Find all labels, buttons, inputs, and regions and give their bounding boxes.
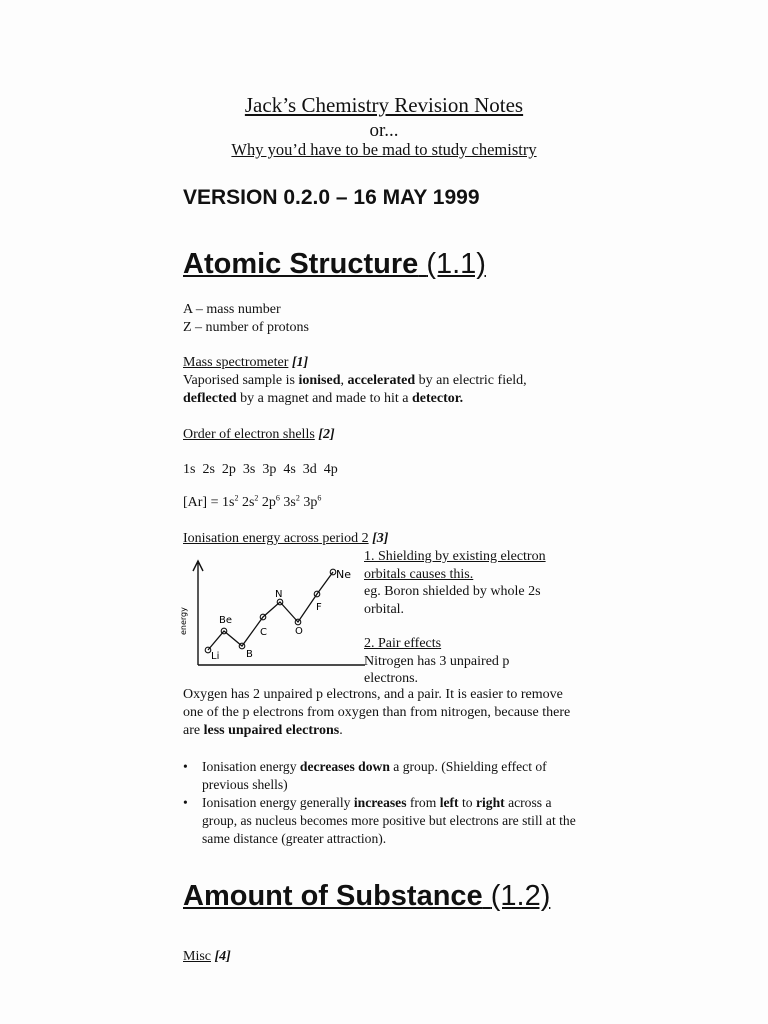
label-n: N <box>275 589 283 600</box>
section-heading-atomic-structure <box>183 248 486 281</box>
text-run: Vaporised sample is <box>183 373 299 388</box>
oxygen-paragraph <box>183 686 585 740</box>
shells-title: Order of electron shells <box>183 427 315 442</box>
doc-title: Jack’s Chemistry Revision Notes <box>244 93 524 117</box>
ionisation-title: Ionisation energy across period 2 <box>183 531 369 546</box>
ionisation-energy-graph <box>180 555 365 670</box>
text-run: 3s <box>279 495 296 510</box>
bullet-glyph: • <box>183 759 188 774</box>
argon-config <box>183 494 603 512</box>
label-li: Li <box>211 651 220 662</box>
superscript: 6 <box>275 493 280 503</box>
ionisation-ref: [3] <box>372 531 389 546</box>
bold-deflected: deflected <box>183 391 237 406</box>
bold-right: right <box>475 795 505 810</box>
version-line: VERSION 0.2.0 – 16 MAY 1999 <box>183 186 480 209</box>
note2-title: 2. Pair effects <box>364 636 442 651</box>
text-run: , <box>340 373 348 388</box>
section-heading-amount-of-substance <box>183 880 550 913</box>
text-run: . <box>339 723 343 738</box>
bullet-item <box>183 758 583 794</box>
superscript: 2 <box>254 493 259 503</box>
shell-order: 1s 2s 2p 3s 3p 4s 3d 4p <box>183 462 338 477</box>
text-run: 2s <box>238 495 255 510</box>
label-ne: Ne <box>336 568 351 581</box>
doc-subtitle: Why you’d have to be mad to study chemistry <box>231 140 537 159</box>
mass-spec-title: Mass spectrometer <box>183 355 289 370</box>
mass-spec-ref: [1] <box>291 355 309 370</box>
bullet-item <box>183 794 583 848</box>
mass-spectrometer-block <box>183 354 613 408</box>
ionisation-title-line <box>183 530 603 548</box>
doc-or: or... <box>369 120 399 141</box>
superscript: 2 <box>234 493 239 503</box>
text-run: 2p <box>258 495 276 510</box>
mass-spec-line2 <box>183 390 613 408</box>
label-o: O <box>295 626 303 637</box>
note-pair-effects <box>364 635 539 688</box>
graph-axis-label: energy <box>179 607 188 635</box>
note2-text: Nitrogen has 3 unpaired p electrons. <box>364 653 510 686</box>
text-run: by a magnet and made to hit a <box>236 391 412 406</box>
bold-ionised: ionised <box>298 373 341 388</box>
text-run: a group. (Shielding effect of previous shells) <box>202 759 547 792</box>
bullet-glyph: • <box>183 795 188 810</box>
superscript: 6 <box>317 493 322 503</box>
section-heading-text: Atomic Structure <box>183 248 419 280</box>
text-run: to <box>458 795 476 810</box>
ionisation-bullets <box>183 758 583 848</box>
superscript: 2 <box>295 493 300 503</box>
label-be: Be <box>219 615 233 626</box>
definitions <box>183 301 603 337</box>
note1-title-line2: orbitals causes this. <box>364 566 474 582</box>
electron-shells-title <box>183 426 603 444</box>
bold-detector: detector. <box>412 391 464 406</box>
note1-title-line1: 1. Shielding by existing electron <box>364 549 546 564</box>
bold-left: left <box>439 795 459 810</box>
misc-title: Misc <box>183 949 211 964</box>
text-run: Ionisation energy <box>202 759 300 774</box>
label-f: F <box>316 602 322 613</box>
label-b: B <box>246 649 253 660</box>
section-number: (1.2) <box>490 880 551 912</box>
def-a: A – mass number <box>183 302 281 317</box>
def-z: Z – number of protons <box>183 320 309 335</box>
misc-ref: [4] <box>214 949 231 964</box>
text-run: [Ar] = 1s <box>183 495 235 510</box>
mass-spec-line1 <box>183 372 613 390</box>
bold-less-unpaired: less unpaired electrons <box>203 723 340 738</box>
bold-accelerated: accelerated <box>347 373 416 388</box>
bold-increases: increases <box>353 795 407 810</box>
shells-ref: [2] <box>318 427 335 442</box>
note1-text: eg. Boron shielded by whole 2s orbital. <box>364 584 541 617</box>
text-run: across a group, as nucleus becomes more positive but electrons are still at the same distance (greater attraction). <box>202 795 576 846</box>
text-run: 3p <box>299 495 318 510</box>
misc-title-line <box>183 948 603 966</box>
graph-line <box>208 572 333 650</box>
bold-decreases-down: decreases down <box>299 759 390 774</box>
text-run: from <box>406 795 440 810</box>
text-run: Ionisation energy generally <box>202 795 354 810</box>
text-run: by an electric field, <box>415 373 527 388</box>
section-number: (1.1) <box>426 248 486 280</box>
section-heading-text: Amount of Substance <box>183 880 483 912</box>
label-c: C <box>260 627 267 638</box>
text-run: Oxygen has 2 unpaired p electrons, and a pair. It is easier to remove one of the p electrons from oxygen than from nitrogen, because there are <box>183 687 571 738</box>
note-shielding <box>364 548 594 618</box>
